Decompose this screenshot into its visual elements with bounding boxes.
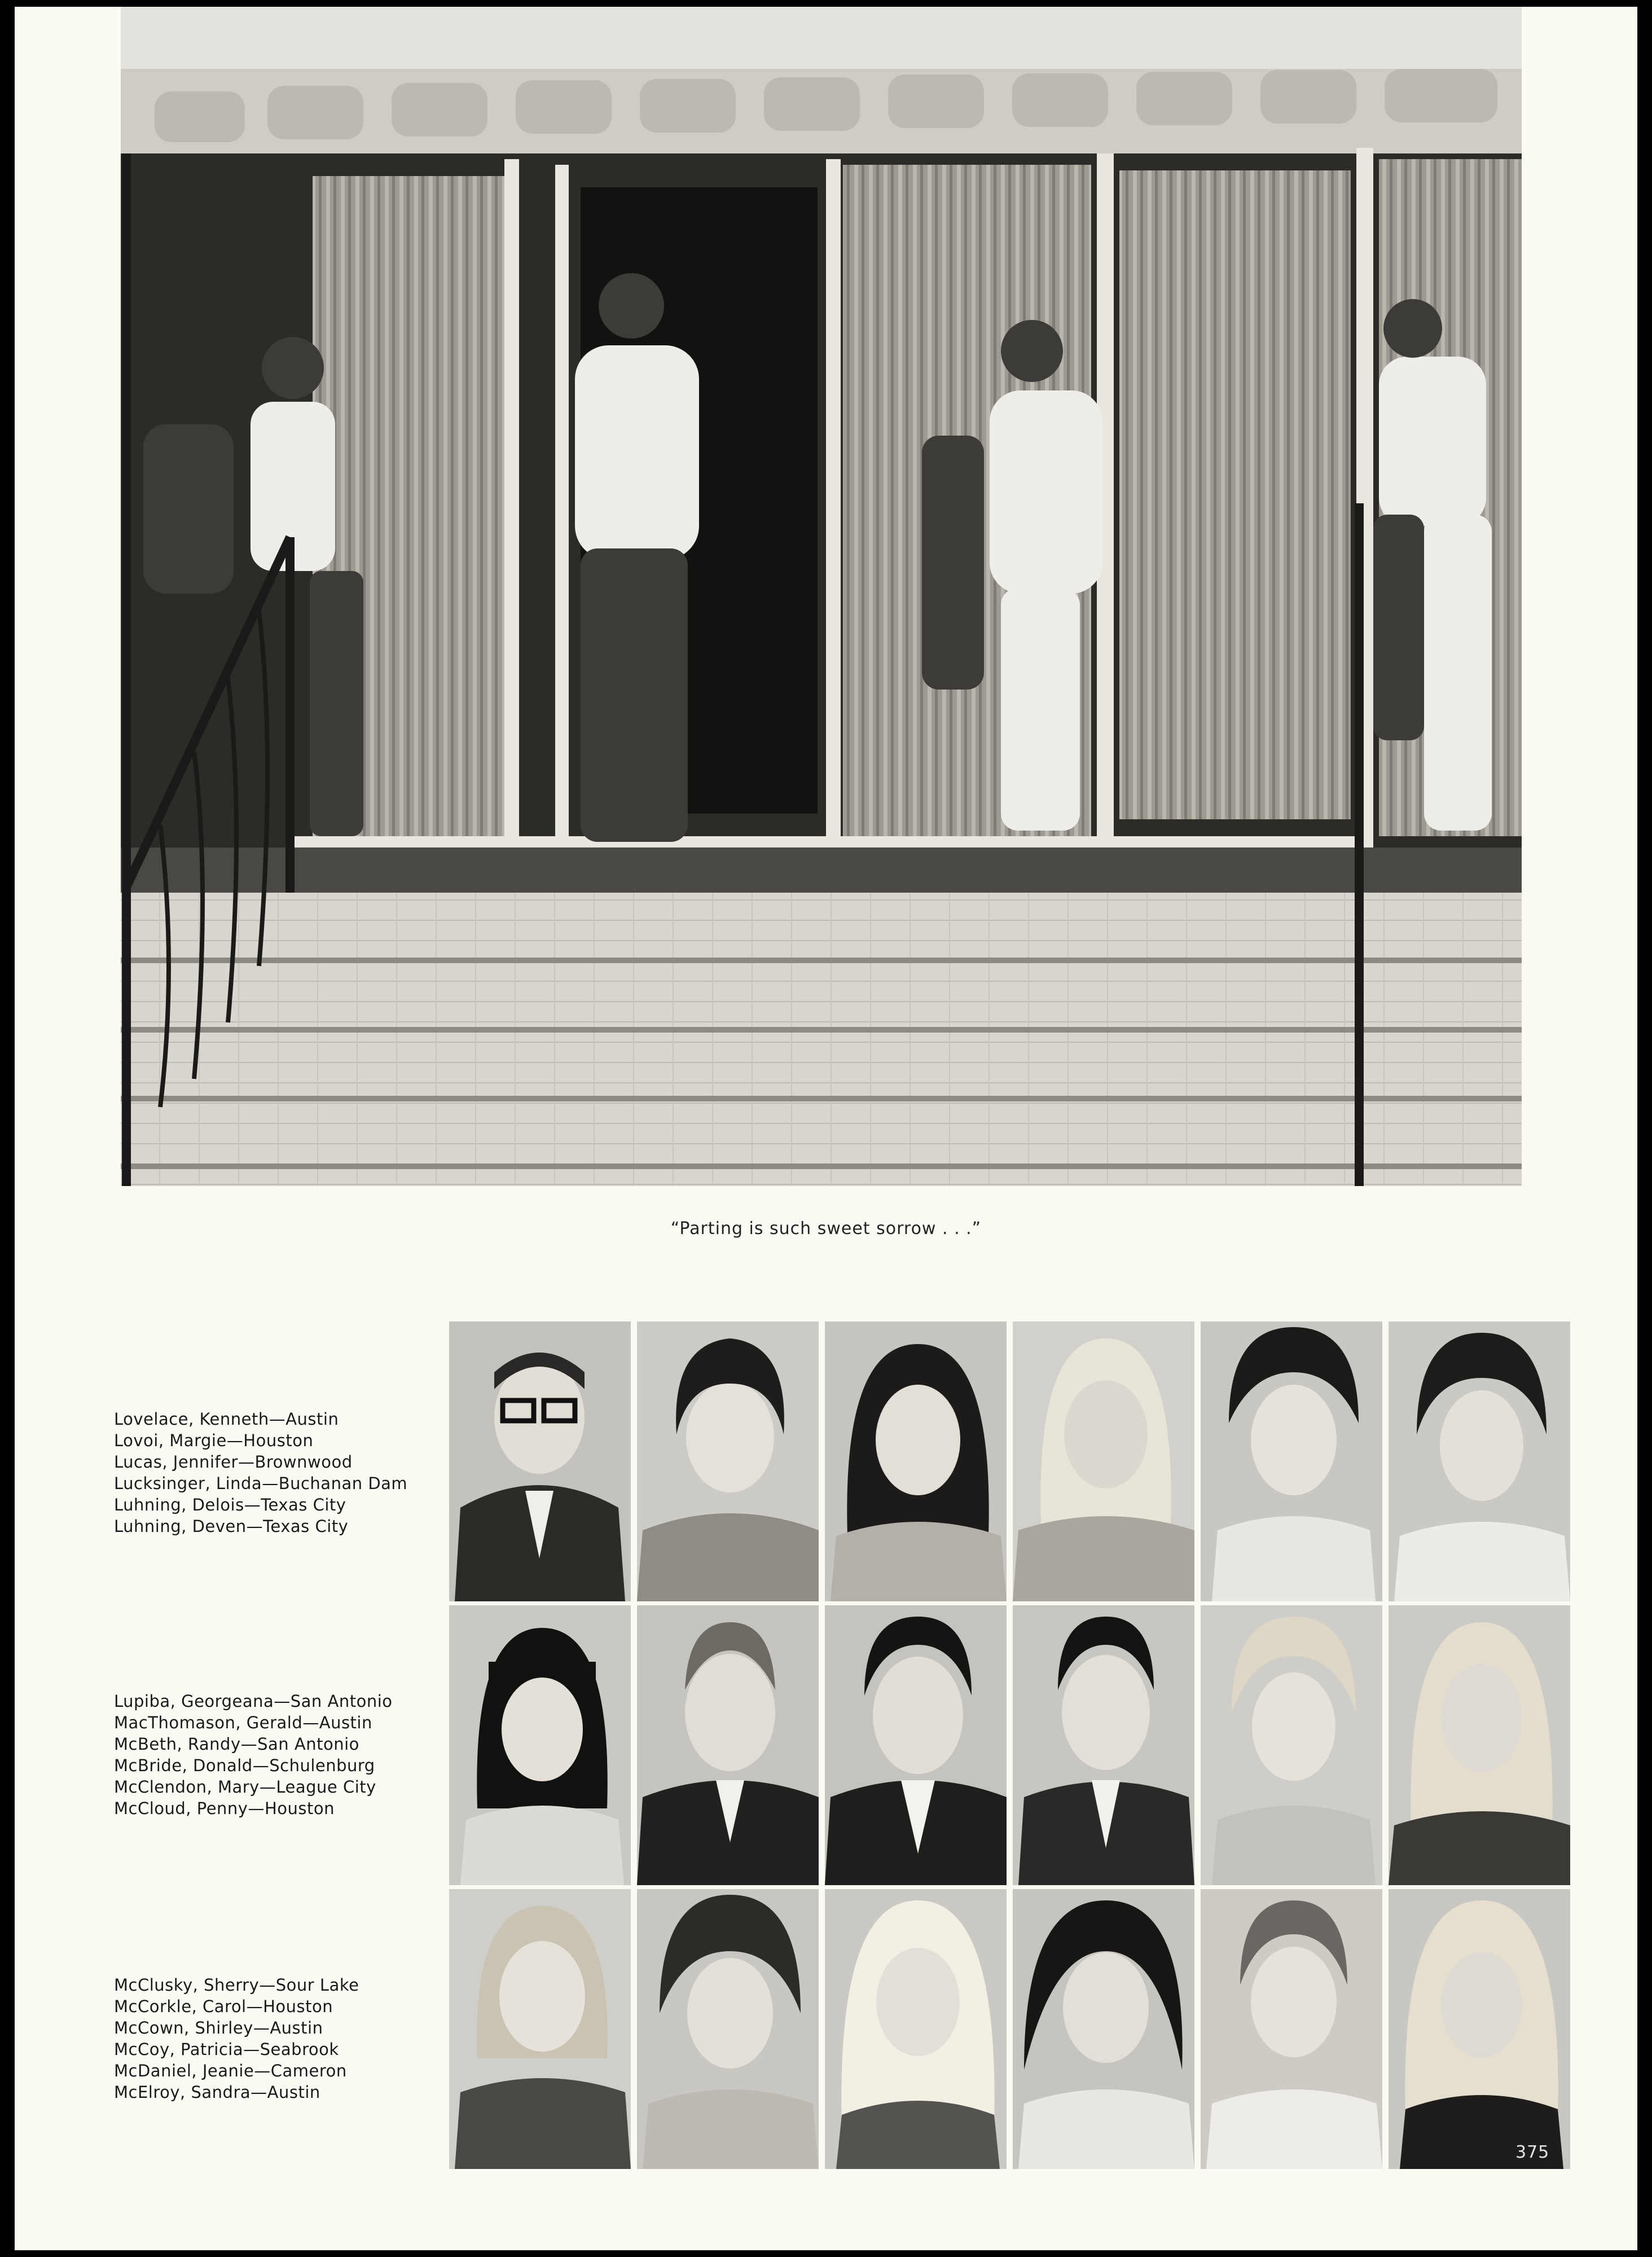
portrait-photo <box>449 1889 631 2169</box>
portrait-photo <box>1389 1889 1570 2169</box>
list-item: McCloud, Penny—Houston <box>114 1799 335 1818</box>
name-list-row-1 <box>114 1408 464 1537</box>
list-item: McElroy, Sandra—Austin <box>114 2083 320 2102</box>
name-list-row-2 <box>114 1690 464 1819</box>
portrait-grid <box>449 1321 1572 2178</box>
list-item: Lucksinger, Linda—Buchanan Dam <box>114 1474 408 1493</box>
porch-photograph <box>121 7 1522 1186</box>
list-item: McBride, Donald—Schulenburg <box>114 1756 375 1775</box>
portrait-photo <box>449 1321 631 1601</box>
list-item: Lucas, Jennifer—Brownwood <box>114 1452 353 1472</box>
portrait-photo <box>1013 1605 1194 1885</box>
portrait-photo <box>825 1889 1007 2169</box>
list-item: McCorkle, Carol—Houston <box>114 1997 333 2016</box>
portrait-photo <box>637 1605 819 1885</box>
portrait-photo <box>825 1321 1007 1601</box>
list-item: Luhning, Delois—Texas City <box>114 1495 346 1514</box>
portrait-photo <box>1389 1321 1570 1601</box>
list-item: McClendon, Mary—League City <box>114 1777 376 1797</box>
portrait-photo <box>1389 1605 1570 1885</box>
portrait-photo <box>449 1605 631 1885</box>
list-item: McBeth, Randy—San Antonio <box>114 1735 359 1754</box>
portrait-photo <box>1013 1321 1194 1601</box>
portrait-photo <box>1201 1321 1382 1601</box>
portrait-photo <box>1201 1605 1382 1885</box>
list-item: McCoy, Patricia—Seabrook <box>114 2040 339 2059</box>
list-item: Lupiba, Georgeana—San Antonio <box>114 1692 393 1711</box>
list-item: Lovoi, Margie—Houston <box>114 1431 314 1450</box>
portrait-photo <box>637 1889 819 2169</box>
list-item: McClusky, Sherry—Sour Lake <box>114 1975 359 1995</box>
name-list-row-3 <box>114 1974 464 2103</box>
list-item: MacThomason, Gerald—Austin <box>114 1713 372 1732</box>
yearbook-page <box>15 7 1637 2250</box>
photo-caption: “Parting is such sweet sorrow . . .” <box>670 1219 982 1239</box>
portrait-photo <box>1201 1889 1382 2169</box>
list-item: Lovelace, Kenneth—Austin <box>114 1409 339 1429</box>
portrait-photo <box>1013 1889 1194 2169</box>
porch-scene <box>121 7 1522 1186</box>
list-item: McCown, Shirley—Austin <box>114 2018 323 2038</box>
portrait-photo <box>825 1605 1007 1885</box>
list-item: McDaniel, Jeanie—Cameron <box>114 2061 347 2080</box>
portrait-photo <box>637 1321 819 1601</box>
page-number: 375 <box>1515 2142 1550 2162</box>
list-item: Luhning, Deven—Texas City <box>114 1517 349 1536</box>
